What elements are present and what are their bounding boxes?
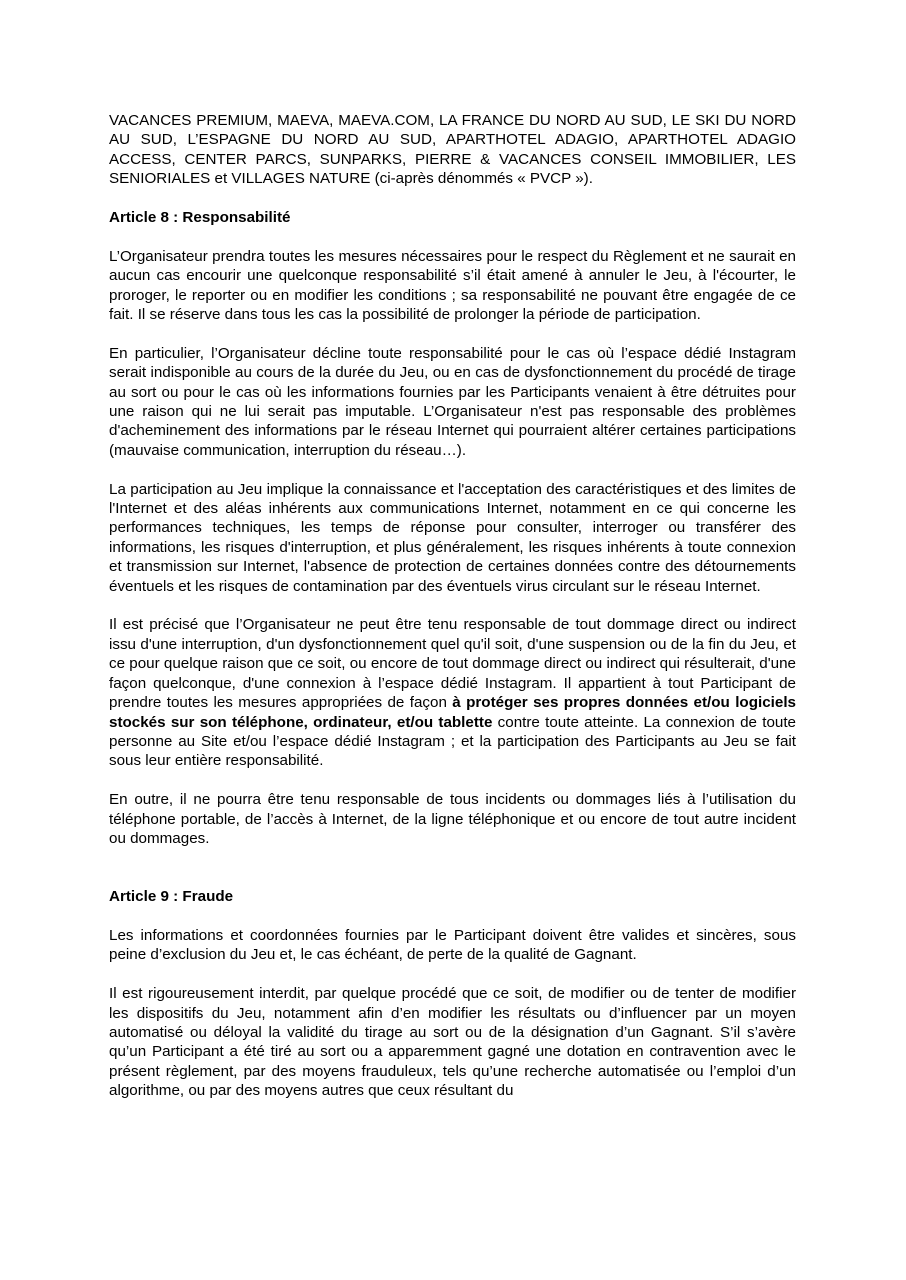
article-9-paragraph-2: Il est rigoureusement interdit, par quelque procédé que ce soit, de modifier ou de tenter de modifier les dispositifs du Jeu, notamment afin d’en modifier les résultats ou d’influencer par un moyen automatisé ou déloyal la validité du tirage au sort ou de la désignation d’un Gagnant. S’il s’avère qu’un Participant a été tiré au sort ou a apparemment gagné une dotation en contravention avec le présent règlement, par des moyens frauduleux, tels qu’une recherche automatisée ou l’emploi d’un algorithme, ou par des moyens autres que ceux résultant du (109, 985, 796, 1100)
article-8-paragraph-4-end: contre toute atteinte. La connexion de toute personne au Site et/ou l’espace dédié Instagram ; et la participation des Participants au Jeu se fait sous leur entière responsabilité. (109, 713, 797, 770)
article-8-paragraph-2: En particulier, l’Organisateur décline toute responsabilité pour le cas où l’espace dédié Instagram serait indisponible au cours de la durée du Jeu, ou en cas de dysfonctionnement du procédé de tirage au sort ou pour le cas où les informations fournies par les Participants venaient à être détruites pour une raison qui ne lui serait pas imputable. L’Organisateur n'est pas responsable des problèmes d'acheminement des informations par le réseau Internet qui pourraient altérer certaines participations (mauvaise communication, interruption du réseau…). (109, 344, 796, 459)
article-8-paragraph-3: La participation au Jeu implique la connaissance et l'acceptation des caractéristiques et des limites de l'Internet et des aléas inhérents aux communications Internet, notamment en ce qui concerne les performances techniques, les temps de réponse pour consulter, interroger ou transférer des informations, les risques d'interruption, et plus généralement, les risques inhérents à toute connexion et transmission sur Internet, l'absence de protection de certaines données contre des détournements éventuels et les risques de contamination par des éventuels virus circulant sur le réseau Internet. (109, 480, 796, 595)
intro-paragraph: VACANCES PREMIUM, MAEVA, MAEVA.COM, LA FRANCE DU NORD AU SUD, LE SKI DU NORD AU SUD, L’ESPAGNE DU NORD AU SUD, APARTHOTEL ADAGIO, APARTHOTEL ADAGIO ACCESS, CENTER PARCS, SUNPARKS, PIERRE & VACANCES CONSEIL IMMOBILIER, LES SENIORIALES et VILLAGES NATURE (ci-après dénommés « PVCP »). (109, 112, 796, 188)
article-8-paragraph-4 (109, 615, 796, 770)
article-8-title: Article 8 : Responsabilité (109, 209, 291, 227)
document-page (109, 111, 796, 1120)
article-8-paragraph-5: En outre, il ne pourra être tenu responsable de tous incidents ou dommages liés à l’utilisation du téléphone portable, de l’accès à Internet, de la ligne téléphonique et ou encore de tout autre incident ou dommages. (109, 791, 796, 847)
article-9-title: Article 9 : Fraude (109, 888, 234, 906)
article-8-paragraph-4-start: Il est précisé que l’Organisateur ne peut être tenu responsable de tout dommage direct ou indirect issu d'une interruption, d'un dysfonctionnement quel qu'il soit, d'une suspension ou de la fin du Jeu, et ce pour quelque raison que ce soit, ou encore de tout dommage direct ou indirect qui résulterait, d'une façon quelconque, d'une connexion à l’espace dédié Instagram. Il appartient à tout Participant de prendre toutes les mesures appropriées de façon (109, 616, 796, 712)
article-9-paragraph-1: Les informations et coordonnées fournies par le Participant doivent être valides et sincères, sous peine d’exclusion du Jeu et, le cas échéant, de perte de la qualité de Gagnant. (109, 926, 796, 964)
article-8-paragraph-4-bold: à protéger ses propres données et/ou logiciels stockés sur son téléphone, ordinateur, et/ou tablette (109, 694, 796, 731)
article-8-paragraph-1: L’Organisateur prendra toutes les mesures nécessaires pour le respect du Règlement et ne saurait en aucun cas encourir une quelconque responsabilité s’il était amené à annuler le Jeu, à l'écourter, le proroger, le reporter ou en modifier les conditions ; sa responsabilité ne pouvant être engagée de ce fait. Il se réserve dans tous les cas la possibilité de prolonger la période de participation. (109, 247, 796, 324)
